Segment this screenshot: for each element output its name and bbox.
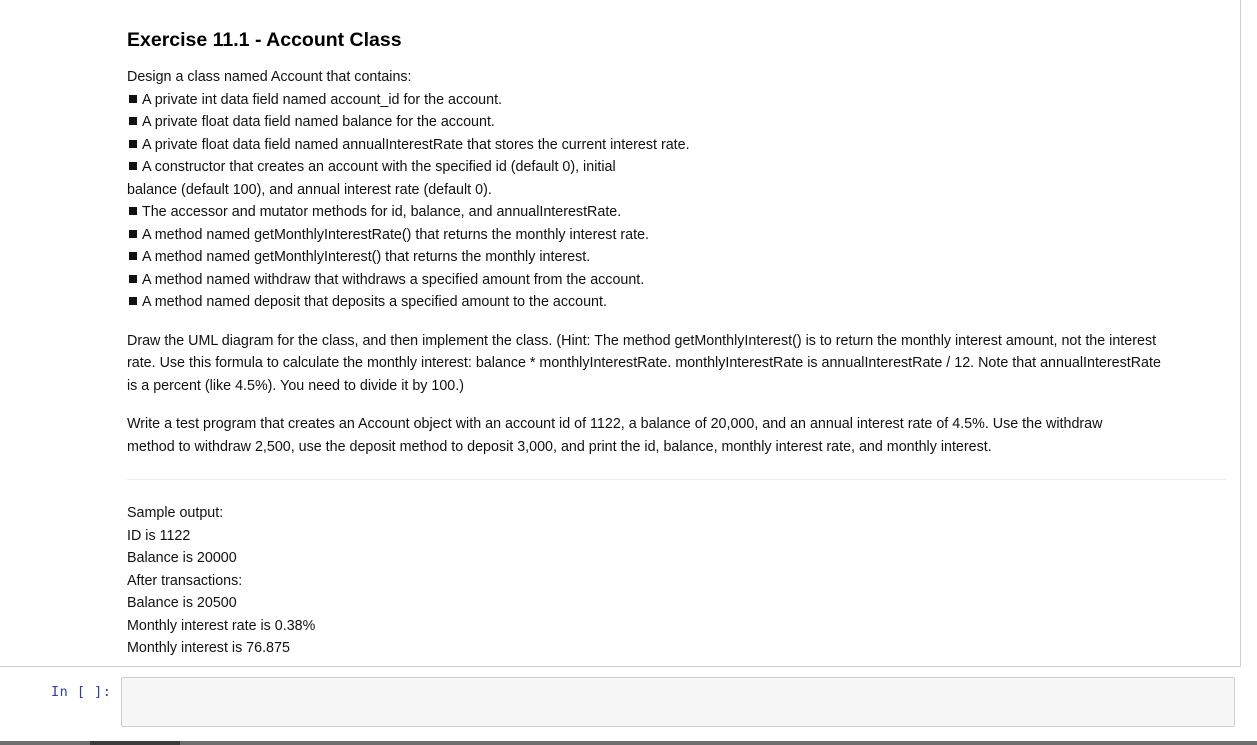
sample-output-line: Monthly interest rate is 0.38% <box>127 617 316 634</box>
bullet-text: A private float data field named balance for the account. <box>142 114 495 130</box>
bullet-item <box>127 246 1227 269</box>
sample-output <box>127 502 1227 660</box>
code-input-area[interactable] <box>121 677 1235 727</box>
bullet-item <box>127 201 1227 224</box>
sample-output-line: Balance is 20000 <box>127 550 237 566</box>
square-bullet-icon <box>129 252 137 260</box>
bullet-text: A private int data field named account_id for the account. <box>142 91 503 108</box>
intro-text: Design a class named Account that contains: <box>127 69 412 85</box>
bullet-item <box>127 291 1227 314</box>
square-bullet-icon <box>129 297 137 305</box>
bullet-text: A method named withdraw that withdraws a specified amount from the account. <box>142 271 645 288</box>
input-prompt: In [ ]: <box>51 684 112 700</box>
bullet-item <box>127 156 1227 179</box>
scrollbar-thumb[interactable] <box>90 741 180 745</box>
square-bullet-icon <box>129 117 137 125</box>
bullet-text: A private float data field named annualInterestRate that stores the current interest rate. <box>142 136 690 153</box>
sample-output-line: After transactions: <box>127 572 243 589</box>
uml-line: is a percent (like 4.5%). You need to divide it by 100.) <box>127 377 464 394</box>
bullet-item <box>127 89 1227 112</box>
sample-output-line: Sample output: <box>127 505 224 521</box>
bullet-item <box>127 111 1227 134</box>
bullet-item <box>127 224 1227 247</box>
bullet-text: A method named getMonthlyInterestRate() that returns the monthly interest rate. <box>142 226 650 243</box>
horizontal-divider <box>127 479 1227 480</box>
horizontal-scrollbar[interactable] <box>0 741 1257 745</box>
bullet-item <box>127 269 1227 292</box>
square-bullet-icon <box>129 95 137 103</box>
square-bullet-icon <box>129 140 137 148</box>
requirements-block <box>127 66 1227 314</box>
test-line: Write a test program that creates an Account object with an account id of 1122, a balance of 20,000, and an annual interest rate of 4.5%. Use the withdraw <box>127 416 1103 432</box>
uml-line: rate. Use this formula to calculate the monthly interest: balance * monthlyInterestRate. monthlyInterestRate is annualInterestRate / 12. Note that annualInterestRate <box>127 355 1161 371</box>
markdown-content <box>127 28 1227 660</box>
sample-output-line: ID is 1122 <box>127 527 191 544</box>
square-bullet-icon <box>129 230 137 238</box>
bullet-text: A method named getMonthlyInterest() that returns the monthly interest. <box>142 249 591 265</box>
square-bullet-icon <box>129 207 137 215</box>
constructor-continuation: balance (default 100), and annual interest rate (default 0). <box>127 181 492 198</box>
exercise-title: Exercise 11.1 - Account Class <box>127 29 402 51</box>
uml-paragraph <box>127 330 1227 398</box>
test-paragraph <box>127 413 1227 458</box>
bullet-text: The accessor and mutator methods for id, balance, and annualInterestRate. <box>142 204 622 220</box>
square-bullet-icon <box>129 275 137 283</box>
sample-output-line: Balance is 20500 <box>127 595 237 611</box>
code-cell[interactable] <box>0 676 1257 731</box>
test-line: method to withdraw 2,500, use the deposit method to deposit 3,000, and print the id, balance, monthly interest rate, and monthly interest. <box>127 438 992 455</box>
bullet-text: A constructor that creates an account with the specified id (default 0), initial <box>142 159 616 175</box>
bullet-item <box>127 134 1227 157</box>
square-bullet-icon <box>129 162 137 170</box>
uml-line: Draw the UML diagram for the class, and then implement the class. (Hint: The method getMonthlyInterest() is to return the monthly interest amount, not the interest <box>127 332 1157 349</box>
sample-output-line: Monthly interest is 76.875 <box>127 640 290 656</box>
bullet-text: A method named deposit that deposits a specified amount to the account. <box>142 294 607 310</box>
